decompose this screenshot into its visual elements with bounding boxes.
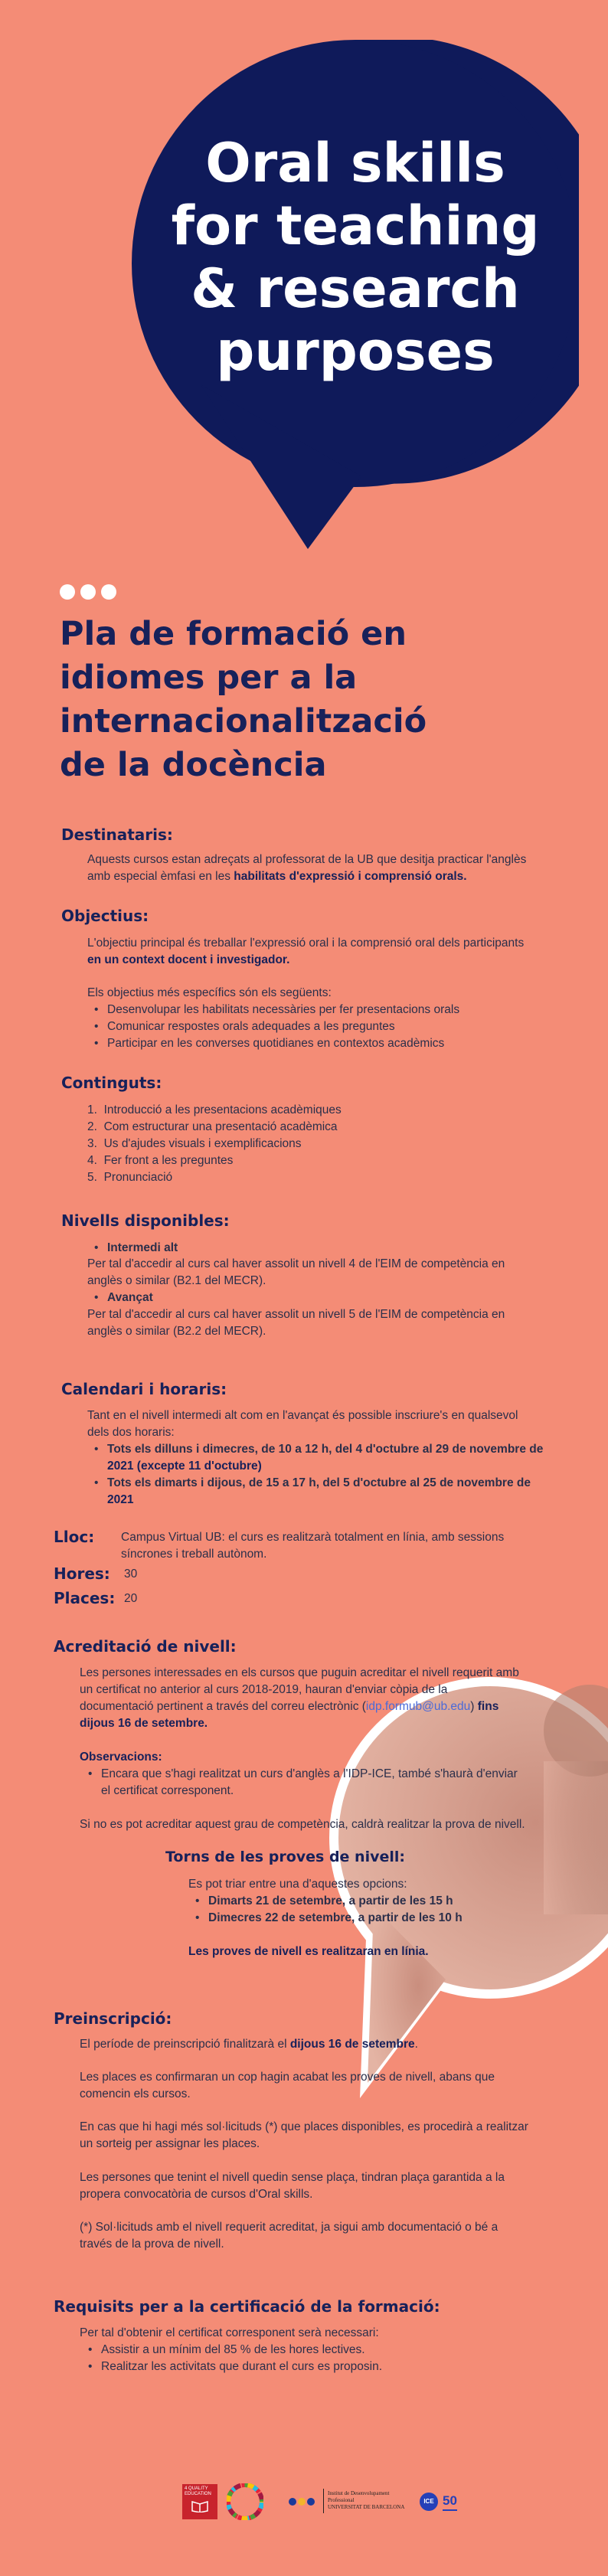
calendari-bullet-2-line-2: 2021 bbox=[107, 1493, 134, 1506]
main-heading-line-1: Pla de formació en bbox=[60, 615, 407, 653]
calendari-text-2: dels dos horaris: bbox=[87, 1426, 175, 1439]
torns-intro: Es pot triar entre una d'aquestes opcions: bbox=[188, 1878, 407, 1891]
title-speech-bubble bbox=[132, 40, 579, 553]
continguts-item-3: 3. Us d'ajudes visuals i exemplificacions bbox=[87, 1137, 302, 1150]
calendari-bullet-1-line-1: • Tots els dilluns i dimecres, de 10 a 12 h, del 4 d'octubre al 29 de novembre de bbox=[107, 1441, 543, 1458]
requisits-bullet-1: • Assistir a un mínim del 85 % de les hores lectives. bbox=[101, 2342, 365, 2359]
lloc-text-2: síncrones i treball autònom. bbox=[121, 1548, 267, 1561]
main-heading bbox=[60, 613, 427, 787]
continguts-item-5: 5. Pronunciació bbox=[87, 1171, 173, 1184]
objectius-heading: Objectius: bbox=[61, 907, 149, 925]
observacions-heading: Observacions: bbox=[80, 1751, 162, 1764]
observacions-bullet-line-2: el certificat corresponent. bbox=[101, 1784, 234, 1797]
preinscripcio-text-3b: un sorteig per assignar les places. bbox=[80, 2137, 260, 2150]
hores-value: 30 bbox=[124, 1568, 138, 1581]
title-line-2: for teaching bbox=[171, 195, 540, 257]
acreditacio-text-1: Les persones interessades en els cursos que puguin acreditar el nivell requerit amb bbox=[80, 1666, 519, 1679]
footer-divider bbox=[323, 2489, 324, 2513]
objectius-bullet-1: • Desenvolupar les habilitats necessàries per fer presentacions orals bbox=[107, 1002, 459, 1018]
destinataris-text-2: amb especial èmfasi en les habilitats d'expressió i comprensió orals. bbox=[87, 870, 467, 883]
torns-note: Les proves de nivell es realitzaran en línia. bbox=[188, 1945, 429, 1958]
calendari-heading: Calendari i horaris: bbox=[61, 1380, 227, 1398]
title-line-3: & research bbox=[191, 257, 520, 320]
institut-logo-text bbox=[328, 2490, 404, 2511]
nivells-avancat-text-1: Per tal d'accedir al curs cal haver assolit un nivell 5 de l'EIM de competència en bbox=[87, 1308, 505, 1321]
preinscripcio-text-5a: (*) Sol·licituds amb el nivell requerit acreditat, ja sigui amb documentació o bé a bbox=[80, 2221, 498, 2234]
continguts-item-4: 4. Fer front a les preguntes bbox=[87, 1154, 234, 1167]
nivells-avancat-text-2: anglès o similar (B2.2 del MECR). bbox=[87, 1325, 266, 1338]
requisits-bullet-2: • Realitzar les activitats que durant el curs es proposin. bbox=[101, 2359, 382, 2375]
lloc-label: Lloc: bbox=[54, 1528, 95, 1546]
preinscripcio-text-5b: través de la prova de nivell. bbox=[80, 2238, 224, 2251]
acreditacio-heading: Acreditació de nivell: bbox=[54, 1637, 237, 1656]
acreditacio-text-3: documentació pertinent a través del correu electrònic (idp.formub@ub.edu) fins bbox=[80, 1700, 499, 1713]
institut-line-1: Institut de Desenvolupament bbox=[328, 2490, 390, 2496]
hores-label: Hores: bbox=[54, 1564, 110, 1583]
requisits-heading: Requisits per a la certificació de la formació: bbox=[54, 2297, 440, 2316]
requisits-text-1: Per tal d'obtenir el certificat corresponent serà necessari: bbox=[80, 2326, 379, 2339]
sdg-wheel-icon bbox=[227, 2483, 263, 2520]
calendari-text-1: Tant en el nivell intermedi alt com en l'avançat és possible inscriure's en qualsevol bbox=[87, 1409, 518, 1422]
sdg4-logo bbox=[182, 2484, 217, 2519]
preinscripcio-text-2b: comencin els cursos. bbox=[80, 2087, 191, 2100]
idp-colored-dots-icon bbox=[288, 2495, 319, 2509]
preinscripcio-heading: Preinscripció: bbox=[54, 2009, 172, 2028]
torns-heading: Torns de les proves de nivell: bbox=[165, 1849, 405, 1865]
calendari-bullet-1-line-2: 2021 (excepte 11 d'octubre) bbox=[107, 1460, 262, 1473]
title-line-4: purposes bbox=[216, 320, 495, 383]
objectius-bullet-3: • Participar en les converses quotidianes en contextos acadèmics bbox=[107, 1035, 444, 1052]
acreditacio-text-5: Si no es pot acreditar aquest grau de competència, caldrà realitzar la prova de nivell. bbox=[80, 1818, 525, 1831]
objectius-bullet-2: • Comunicar respostes orals adequades a les preguntes bbox=[107, 1018, 395, 1035]
preinscripcio-text-4a: Les persones que tenint el nivell quedin sense plaça, tindran plaça garantida a la bbox=[80, 2171, 505, 2184]
torns-option-1: • Dimarts 21 de setembre, a partir de les 15 h bbox=[208, 1893, 453, 1910]
main-heading-line-3: internacionalització bbox=[60, 702, 427, 740]
calendari-bullet-2-line-1: • Tots els dimarts i dijous, de 15 a 17 h, del 5 d'octubre al 25 de novembre de bbox=[107, 1475, 531, 1492]
ice-badge: ICE bbox=[420, 2493, 438, 2511]
book-icon bbox=[191, 2500, 209, 2512]
objectius-text-3: Els objectius més específics són els següents: bbox=[87, 986, 332, 999]
preinscripcio-text-3a: En cas que hi hagi més sol·licituds (*) que places disponibles, es procedirà a realitzar bbox=[80, 2120, 528, 2133]
title-line-1: Oral skills bbox=[205, 132, 505, 195]
nivells-intermedi-text-2: anglès o similar (B2.1 del MECR). bbox=[87, 1274, 266, 1287]
destinataris-heading: Destinataris: bbox=[61, 825, 173, 844]
continguts-item-1: 1. Introducció a les presentacions acadèmiques bbox=[87, 1103, 342, 1116]
nivells-intermedi-label: • Intermedi alt bbox=[107, 1240, 178, 1257]
nivells-avancat-label: • Avançat bbox=[107, 1290, 153, 1306]
sdg4-logo-text: 4 QUALITY EDUCATION bbox=[185, 2486, 211, 2496]
objectius-text-1: L'objectiu principal és treballar l'expressió oral i la comprensió oral dels participants bbox=[87, 937, 525, 950]
preinscripcio-text-1: El període de preinscripció finalitzarà el dijous 16 de setembre. bbox=[80, 2038, 418, 2051]
institut-line-3: UNIVERSITAT DE BARCELONA bbox=[328, 2504, 405, 2510]
objectius-text-2: en un context docent i investigador. bbox=[87, 953, 290, 966]
nivells-heading: Nivells disponibles: bbox=[61, 1211, 230, 1230]
observacions-bullet-line-1: • Encara que s'hagi realitzat un curs d'anglès a l'IDP-ICE, també s'haurà d'enviar bbox=[101, 1766, 518, 1783]
decorative-dots bbox=[60, 584, 122, 603]
main-heading-line-4: de la docència bbox=[60, 746, 327, 784]
main-heading-line-2: idiomes per a la bbox=[60, 659, 358, 697]
institut-line-2: Professional bbox=[328, 2497, 355, 2503]
nivells-intermedi-text-1: Per tal d'accedir al curs cal haver assolit un nivell 4 de l'EIM de competència en bbox=[87, 1257, 505, 1270]
preinscripcio-text-2a: Les places es confirmaran un cop hagin acabat les proves de nivell, abans que bbox=[80, 2071, 495, 2084]
preinscripcio-text-4b: propera convocatòria de cursos d'Oral skills. bbox=[80, 2188, 313, 2201]
continguts-item-2: 2. Com estructurar una presentació acadèmica bbox=[87, 1120, 338, 1133]
acreditacio-text-2: un certificat no anterior al curs 2018-2019, hauran d'enviar còpia de la bbox=[80, 1683, 448, 1696]
lloc-text-1: Campus Virtual UB: el curs es realitzarà totalment en línia, amb sessions bbox=[121, 1531, 505, 1544]
continguts-heading: Continguts: bbox=[61, 1074, 162, 1092]
acreditacio-text-4: dijous 16 de setembre. bbox=[80, 1717, 208, 1730]
places-label: Places: bbox=[54, 1589, 116, 1607]
torns-option-2: • Dimecres 22 de setembre, a partir de les 10 h bbox=[208, 1910, 463, 1927]
anniversary-50-badge: 50 bbox=[443, 2493, 457, 2511]
destinataris-text-1: Aquests cursos estan adreçats al professorat de la UB que desitja practicar l'anglès bbox=[87, 853, 527, 866]
email-link[interactable]: idp.formub@ub.edu bbox=[365, 1700, 471, 1713]
places-value: 20 bbox=[124, 1592, 138, 1605]
